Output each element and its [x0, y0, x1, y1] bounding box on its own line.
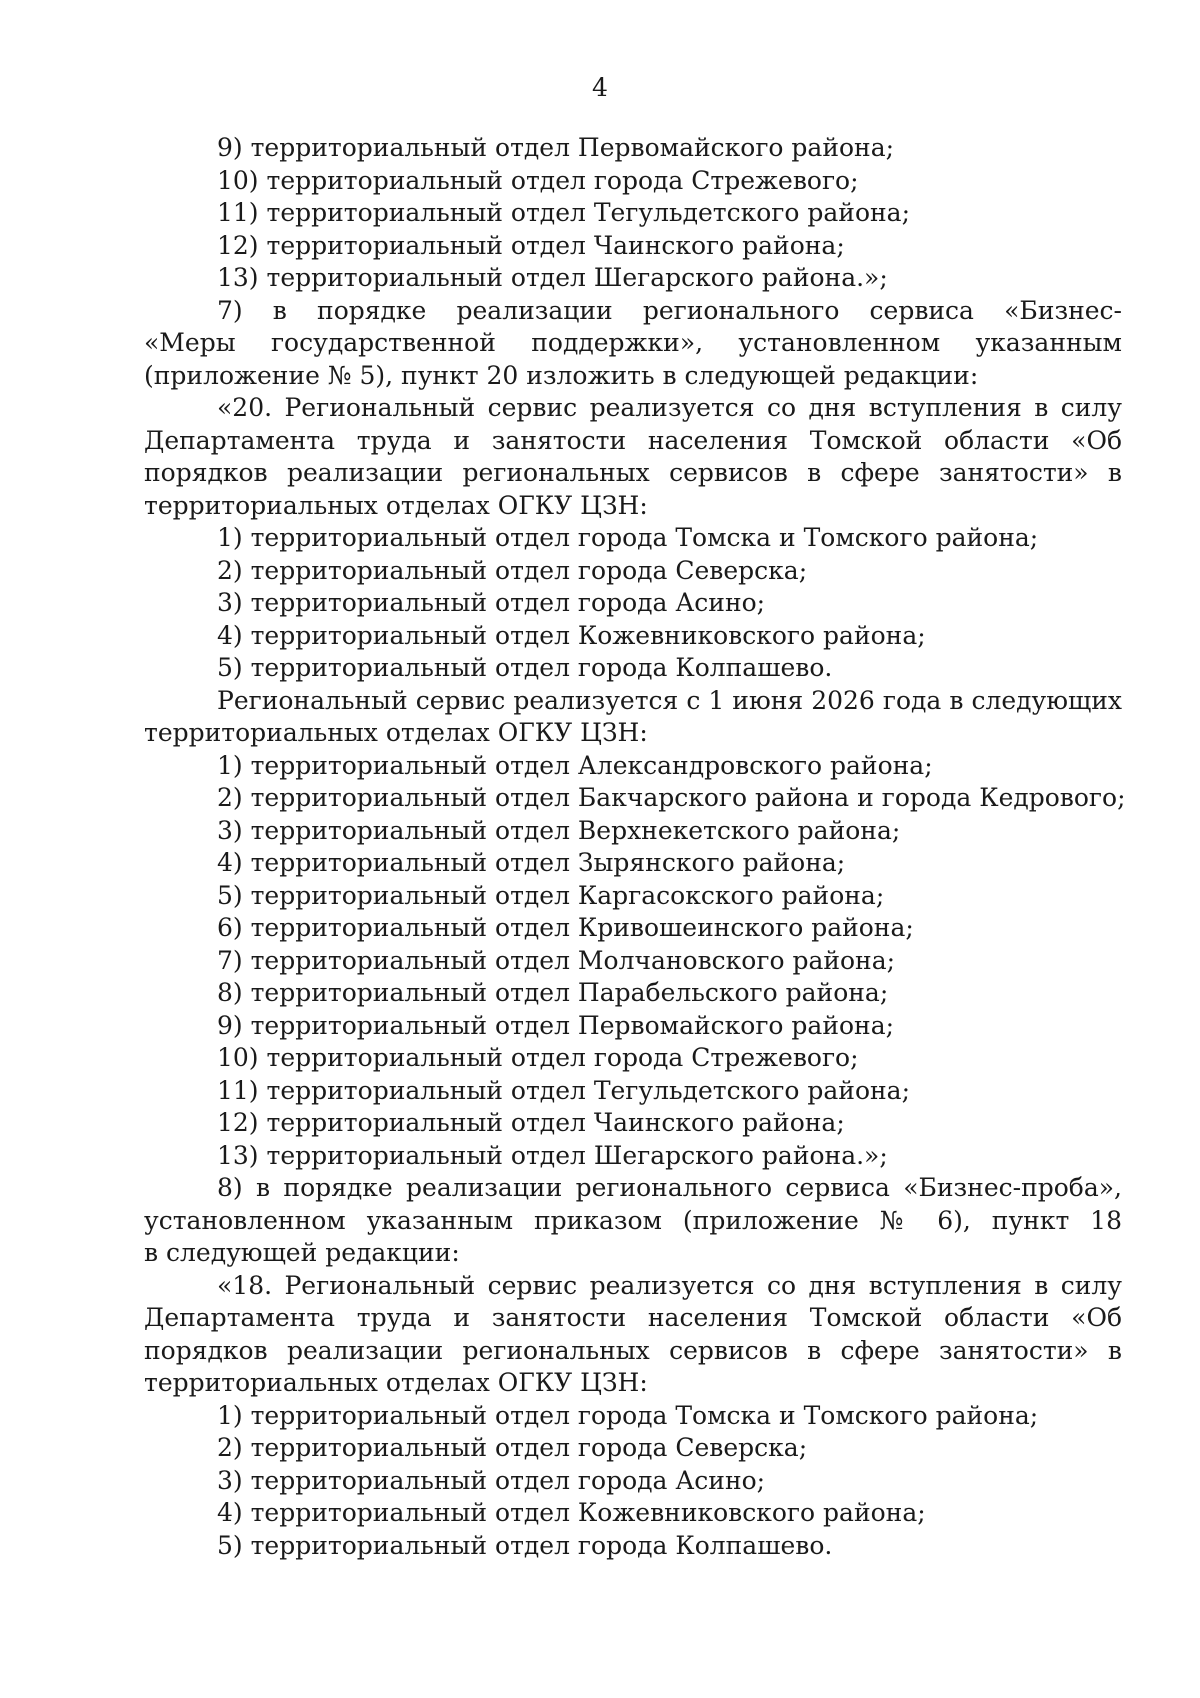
- text-line: 6) территориальный отдел Кривошеинского района;: [217, 913, 914, 942]
- document-body: [144, 132, 1126, 1562]
- text-line: 3) территориальный отдел города Асино;: [217, 588, 766, 617]
- text-line: 4) территориальный отдел Кожевниковского района;: [217, 1498, 926, 1527]
- text-line: «Меры государственной поддержки», установленном указанным: [144, 328, 1122, 357]
- text-line: территориальных отделах ОГКУ ЦЗН:: [144, 490, 648, 520]
- text-line: Департамента труда и занятости населения Томской области «Об: [144, 1303, 1122, 1332]
- text-line: 4) территориальный отдел Зырянского района;: [217, 848, 846, 877]
- text-line: 13) территориальный отдел Шегарского района.»;: [217, 263, 888, 292]
- text-line: 12) территориальный отдел Чаинского района;: [217, 230, 845, 260]
- text-line: Региональный сервис реализуется с 1 июня 2026 года в следующих: [217, 685, 1122, 715]
- text-line: территориальных отделах ОГКУ ЦЗН:: [144, 1368, 648, 1397]
- text-line: 12) территориальный отдел Чаинского района;: [217, 1108, 845, 1137]
- text-line: 2) территориальный отдел города Северска;: [217, 1433, 808, 1462]
- text-line: 5) территориальный отдел Каргасокского района;: [217, 880, 885, 910]
- text-line: 1) территориальный отдел города Томска и Томского района;: [217, 523, 1039, 552]
- text-line: 1) территориальный отдел города Томска и Томского района;: [217, 1400, 1039, 1430]
- text-line: 4) территориальный отдел Кожевниковского района;: [217, 620, 926, 650]
- text-line: «20. Региональный сервис реализуется со дня вступления в силу: [217, 393, 1122, 422]
- text-line: 10) территориальный отдел города Стрежевого;: [217, 165, 859, 195]
- text-line: 5) территориальный отдел города Колпашево.: [217, 653, 833, 682]
- text-line: 9) территориальный отдел Первомайского района;: [217, 133, 895, 162]
- text-line: 11) территориальный отдел Тегульдетского района;: [217, 1075, 910, 1105]
- text-line: 2) территориальный отдел Бакчарского района и города Кедрового;: [217, 783, 1126, 812]
- text-line: 3) территориальный отдел Верхнекетского района;: [217, 815, 901, 845]
- text-line: 8) территориальный отдел Парабельского района;: [217, 978, 889, 1007]
- page-number: 4: [592, 73, 608, 102]
- text-line: 1) территориальный отдел Александровского района;: [217, 750, 933, 780]
- text-line: 8) в порядке реализации регионального сервиса «Бизнес-проба»,: [217, 1173, 1122, 1202]
- text-line: 3) территориальный отдел города Асино;: [217, 1465, 766, 1495]
- text-line: «18. Региональный сервис реализуется со дня вступления в силу: [217, 1270, 1122, 1300]
- text-line: порядков реализации региональных сервисов в сфере занятости» в: [144, 1335, 1122, 1365]
- text-line: (приложение № 5), пункт 20 изложить в следующей редакции:: [144, 360, 979, 390]
- text-line: территориальных отделах ОГКУ ЦЗН:: [144, 718, 648, 747]
- text-line: Департамента труда и занятости населения Томской области «Об: [144, 425, 1122, 455]
- text-line: установленном указанным приказом (приложение № 6), пункт 18: [144, 1205, 1122, 1235]
- text-line: 7) территориальный отдел Молчановского района;: [217, 945, 896, 975]
- text-line: 7) в порядке реализации регионального сервиса «Бизнес-: [217, 295, 1122, 325]
- text-line: в следующей редакции:: [144, 1238, 460, 1267]
- text-line: 9) территориальный отдел Первомайского района;: [217, 1010, 895, 1040]
- text-line: 11) территориальный отдел Тегульдетского района;: [217, 198, 910, 227]
- text-line: 2) территориальный отдел города Северска;: [217, 555, 808, 585]
- text-line: порядков реализации региональных сервисов в сфере занятости» в: [144, 458, 1122, 487]
- text-line: 10) территориальный отдел города Стрежевого;: [217, 1043, 859, 1072]
- text-line: 13) территориальный отдел Шегарского района.»;: [217, 1140, 888, 1170]
- text-line: 5) территориальный отдел города Колпашево.: [217, 1530, 833, 1560]
